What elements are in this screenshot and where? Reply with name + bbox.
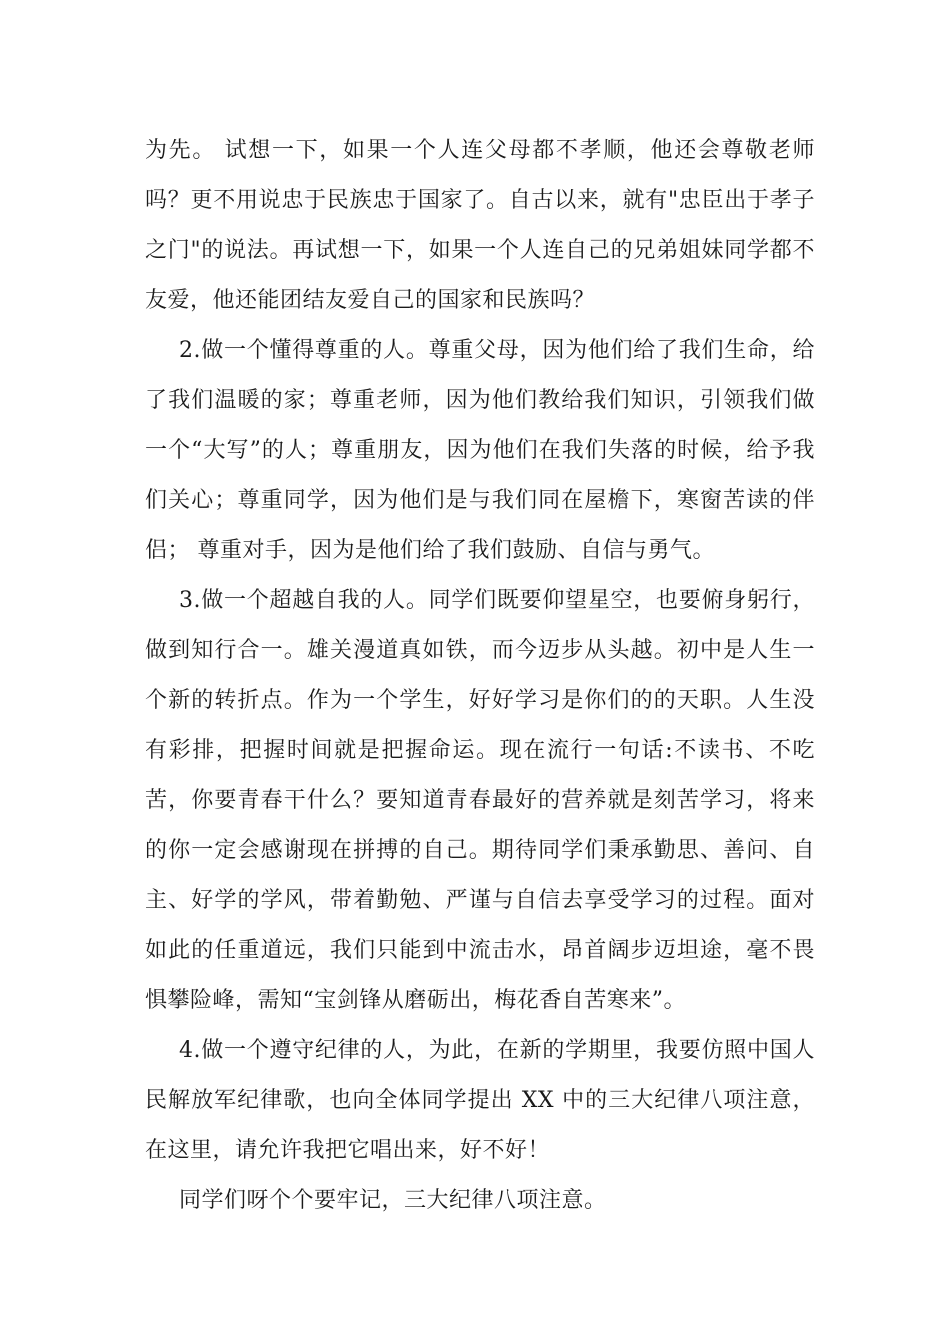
paragraph-discipline: 4.做一个遵守纪律的人，为此，在新的学期里，我要仿照中国人民解放军纪律歌，也向全体同学提出 XX 中的三大纪律八项注意，在这里，请允许我把它唱出来，好不好！ <box>145 1038 815 1163</box>
paragraph-self-improvement: 3.做一个超越自我的人。同学们既要仰望星空，也要俯身躬行，做到知行合一。雄关漫道真如铁，而今迈步从头越。初中是人生一个新的转折点。作为一个学生，好好学习是你们的的天职。人生没有彩排，把握时间就是把握命运。现在流行一句话:不读书、不吃苦，你要青春干什么？要知道青春最好的营养就是刻苦学习，将来的你一定会感谢现在拼搏的自己。期待同学们秉承勤思、善问、自主、好学的学风，带着勤勉、严谨与自信去享受学习的过程。面对如此的任重道远，我们只能到中流击水，昂首阔步迈坦途，毫不畏惧攀险峰，需知“宝剑锋从磨砺出，梅花香自苦寒来”。 <box>145 588 815 1013</box>
paragraph-continuation: 为先。 试想一下，如果一个人连父母都不孝顺，他还会尊敬老师吗？更不用说忠于民族忠于国家了。自古以来，就有"忠臣出于孝子之门"的说法。再试想一下，如果一个人连自己的兄弟姐妹同学都不友爱，他还能团结友爱自己的国家和民族吗？ <box>145 138 815 313</box>
paragraph-respect: 2.做一个懂得尊重的人。尊重父母，因为他们给了我们生命，给了我们温暖的家；尊重老师，因为他们教给我们知识，引领我们做一个“大写”的人；尊重朋友，因为他们在我们失落的时候，给予我们关心；尊重同学，因为他们是与我们同在屋檐下，寒窗苦读的伴侣； 尊重对手，因为是他们给了我们鼓励、自信与勇气。 <box>145 338 815 563</box>
document-body <box>145 126 815 1226</box>
paragraph-song-line: 同学们呀个个要牢记，三大纪律八项注意。 <box>179 1188 607 1213</box>
